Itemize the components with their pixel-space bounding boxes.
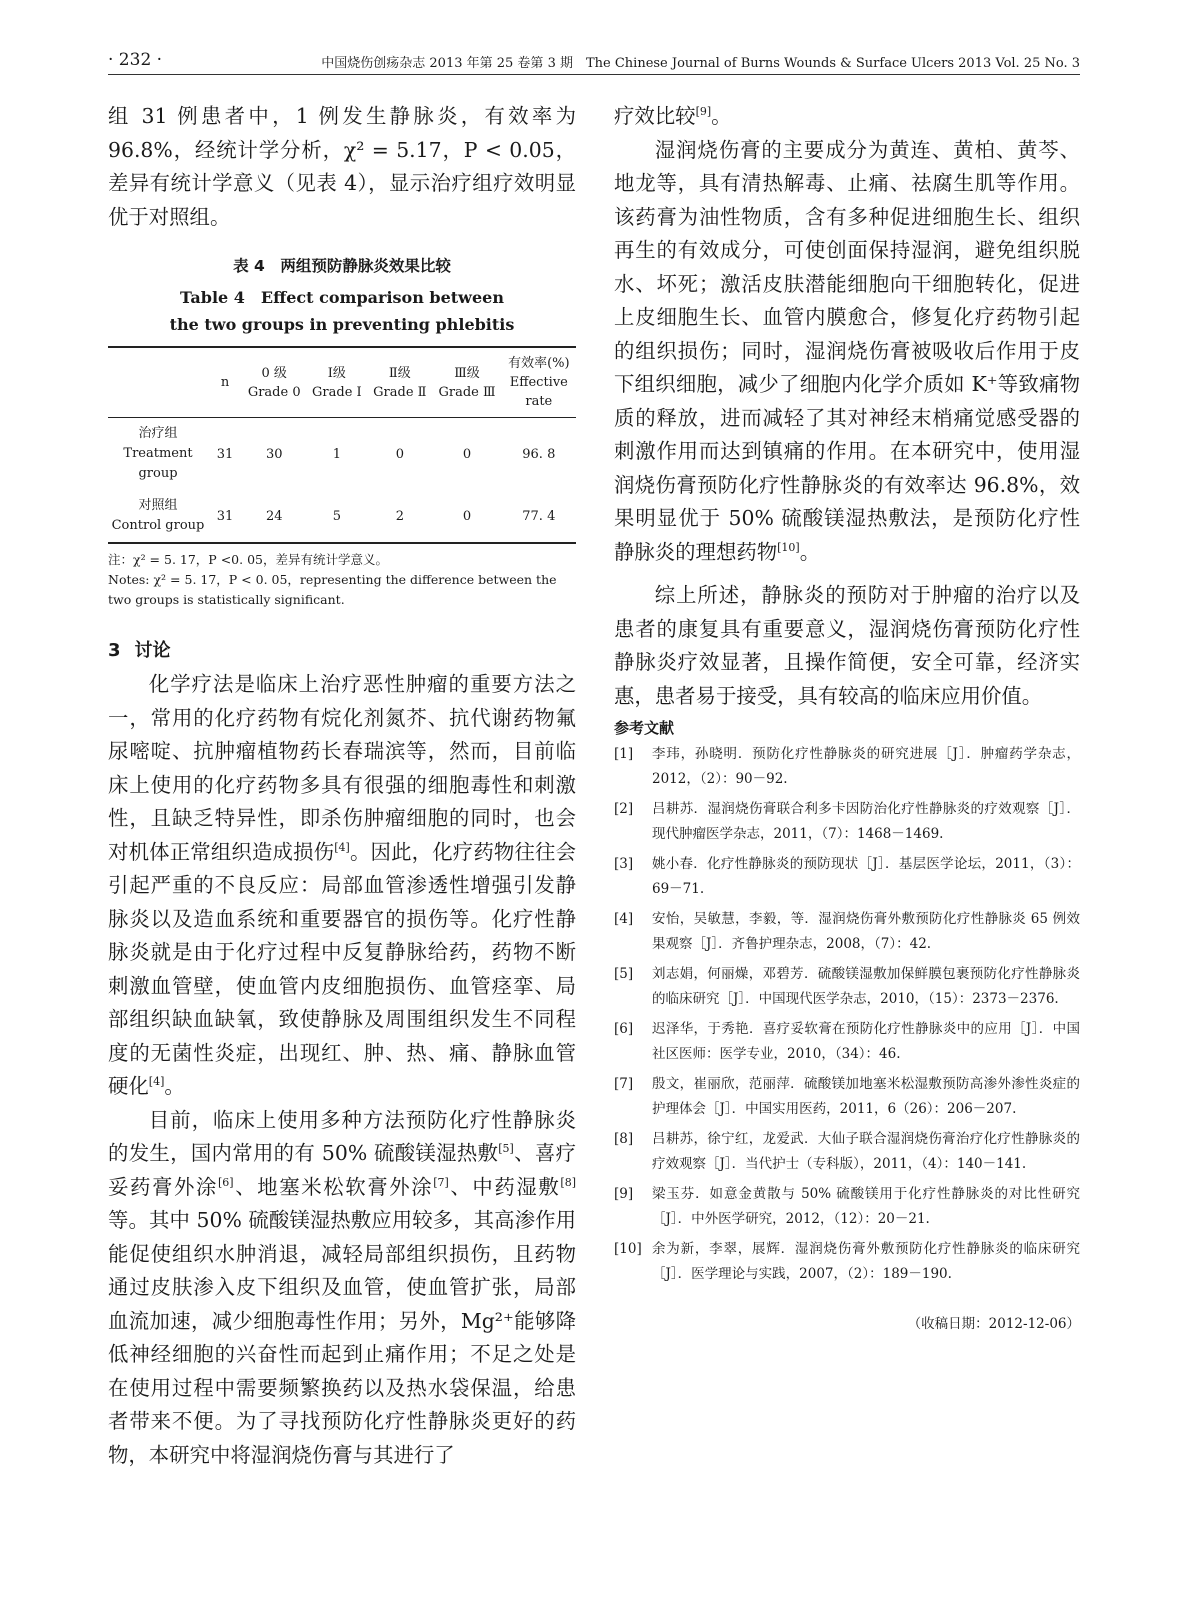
table-header-row bbox=[108, 347, 576, 418]
text: 。 bbox=[164, 1074, 185, 1098]
reference-number: [6] bbox=[614, 1021, 634, 1037]
cell-grade0: 30 bbox=[265, 446, 283, 462]
th-grade1-en: Grade Ⅰ bbox=[312, 384, 362, 400]
reference-item bbox=[614, 852, 1080, 901]
cell-n: 31 bbox=[216, 508, 234, 524]
results-paragraph: 组 31 例患者中，1 例发生静脉炎，有效率为 96.8%，经统计学分析，χ² = 5.17，P < 0.05，差异有统计学意义（见表 4），显示治疗组疗效明显优于对照组。 bbox=[108, 104, 576, 229]
table-notes bbox=[108, 550, 576, 610]
table-caption-en bbox=[108, 284, 576, 338]
th-grade0 bbox=[242, 347, 306, 418]
th-grade1 bbox=[306, 347, 367, 418]
received-date: （收稿日期：2012-12-06） bbox=[907, 1316, 1080, 1332]
th-eff-en1: Effective bbox=[509, 375, 568, 390]
discussion-paragraph-1 bbox=[108, 668, 576, 1104]
citation: [4] bbox=[148, 1075, 165, 1088]
continued-paragraph bbox=[614, 100, 1080, 134]
reference-number: [7] bbox=[614, 1076, 634, 1092]
cell-group bbox=[108, 490, 208, 543]
th-grade3-zh: Ⅲ级 bbox=[454, 365, 480, 381]
table-caption-zh: 表 4 两组预防静脉炎效果比较 bbox=[233, 257, 451, 275]
note-zh: 注：χ² = 5. 17，P <0. 05，差异有统计学意义。 bbox=[108, 552, 388, 567]
cell-grade3: 0 bbox=[462, 446, 472, 462]
discussion-paragraph-3 bbox=[614, 134, 1080, 570]
page-number: · 232 · bbox=[108, 50, 163, 70]
reference-text: 梁玉芬．如意金黄散与 50% 硫酸镁用于化疗性静脉炎的对比性研究［J］．中外医学研究，2012，（12）：20－21. bbox=[652, 1186, 1080, 1227]
right-column bbox=[614, 100, 1080, 1332]
th-eff-zh: 有效率(%) bbox=[508, 356, 570, 371]
th-grade2 bbox=[367, 347, 432, 418]
section-number: 3 bbox=[108, 640, 121, 661]
reference-text: 吕耕苏，徐宁红，龙爱武．大仙子联合湿润烧伤膏治疗化疗性静脉炎的疗效观察［J］．当代护士（专科版），2011，（4）：140－141. bbox=[652, 1131, 1080, 1172]
reference-item bbox=[614, 907, 1080, 956]
group-zh: 对照组 bbox=[138, 498, 178, 513]
reference-item bbox=[614, 962, 1080, 1011]
text: 、喜疗妥药膏外涂 bbox=[108, 1141, 576, 1199]
cell-grade1: 1 bbox=[332, 446, 341, 462]
th-grade0-en: Grade 0 bbox=[247, 384, 301, 400]
th-grade2-en: Grade Ⅱ bbox=[373, 384, 427, 400]
th-eff-en2: rate bbox=[525, 394, 553, 409]
th-grade1-zh: Ⅰ级 bbox=[327, 365, 346, 381]
th-grade3-en: Grade Ⅲ bbox=[438, 384, 496, 400]
th-grade3 bbox=[432, 347, 501, 418]
phlebitis-table bbox=[108, 346, 576, 544]
section-title: 讨论 bbox=[134, 640, 171, 661]
text: 、中药湿敷 bbox=[448, 1174, 561, 1199]
citation: [8] bbox=[560, 1175, 576, 1189]
reference-text: 李玮，孙晓明．预防化疗性静脉炎的研究进展［J］．肿瘤药学杂志，2012，（2）：90－92. bbox=[652, 746, 1080, 787]
cell-group bbox=[108, 418, 208, 491]
text: 。 bbox=[711, 104, 732, 128]
table-caption-en-line2: the two groups in preventing phlebitis bbox=[169, 315, 515, 334]
cell-grade2: 0 bbox=[395, 446, 404, 462]
citation: [4] bbox=[334, 840, 350, 854]
reference-number: [3] bbox=[614, 856, 634, 872]
reference-item bbox=[614, 1237, 1080, 1286]
th-grade0-zh: 0 级 bbox=[261, 365, 287, 381]
group-en1: Control group bbox=[111, 518, 205, 533]
running-header bbox=[108, 48, 1080, 75]
reference-item bbox=[614, 742, 1080, 791]
reference-number: [2] bbox=[614, 801, 634, 817]
discussion-paragraph-2 bbox=[108, 1104, 576, 1473]
group-zh: 治疗组 bbox=[138, 426, 178, 441]
cell-grade1: 5 bbox=[332, 508, 341, 524]
references-heading: 参考文献 bbox=[614, 719, 675, 737]
citation: [6] bbox=[218, 1175, 234, 1189]
text: 。因此，化疗药物往往会引起严重的不良反应：局部血管渗透性增强引发静脉炎以及造血系统和重要器官的损伤等。化疗性静脉炎就是由于化疗过程中反复静脉给药，药物不断刺激血管壁，使血管内皮细胞损伤、血管痉挛、局部组织缺血缺氧，致使静脉及周围组织发生不同程度的无菌性炎症，出现红、肿、热、痛、静脉血管硬化 bbox=[108, 839, 576, 1098]
reference-text: 安怡，吴敏慧，李毅，等．湿润烧伤膏外敷预防化疗性静脉炎 65 例效果观察［J］．齐鲁护理杂志，2008，（7）：42. bbox=[652, 911, 1080, 952]
citation: [7] bbox=[433, 1175, 449, 1189]
section-heading bbox=[108, 636, 576, 662]
th-group bbox=[108, 347, 208, 418]
table-row bbox=[108, 418, 576, 491]
reference-item bbox=[614, 1072, 1080, 1121]
text: 湿润烧伤膏的主要成分为黄连、黄柏、黄芩、地龙等，具有清热解毒、止痛、祛腐生肌等作用。该药膏为油性物质，含有多种促进细胞生长、组织再生的有效成分，可使创面保持湿润，避免组织脱水、坏死；激活皮肤潜能细胞向干细胞转化，促进上皮细胞生长、血管内膜愈合，修复化疗药物引起的组织损伤；同时，湿润烧伤膏被吸收后作用于皮下组织细胞，减少了细胞内化学介质如 K⁺等致痛物质的释放，进而减轻了其对神经末梢痛觉感受器的刺激作用而达到镇痛的作用。在本研究中，使用湿润烧伤膏预防化疗性静脉炎的有效率达 96.8%，效果明显优于 50% 硫酸镁湿热敷法，是预防化疗性静脉炎的理想药物 bbox=[614, 137, 1080, 564]
conclusion-paragraph: 综上所述，静脉炎的预防对于肿瘤的治疗以及患者的康复具有重要意义，湿润烧伤膏预防化疗性静脉炎疗效显著，且操作简便，安全可靠，经济实惠，患者易于接受，具有较高的临床应用价值。 bbox=[614, 583, 1080, 708]
reference-number: [8] bbox=[614, 1131, 634, 1147]
text: 。 bbox=[799, 539, 821, 564]
left-column bbox=[108, 100, 576, 1472]
cell-rate: 96. 8 bbox=[522, 446, 556, 462]
group-en1: Treatment bbox=[123, 446, 193, 461]
cell-grade3: 0 bbox=[462, 508, 472, 524]
reference-item bbox=[614, 1017, 1080, 1066]
reference-item bbox=[614, 1127, 1080, 1176]
reference-item bbox=[614, 1182, 1080, 1231]
reference-text: 刘志娟，何丽燥，邓碧芳．硫酸镁湿敷加保鲜膜包裹预防化疗性静脉炎的临床研究［J］．中国现代医学杂志，2010，（15）：2373－2376. bbox=[652, 966, 1080, 1007]
references-list bbox=[614, 742, 1080, 1286]
reference-item bbox=[614, 797, 1080, 846]
text: 目前，临床上使用多种方法预防化疗性静脉炎的发生，国内常用的有 50% 硫酸镁湿热敷 bbox=[108, 1107, 576, 1165]
cell-rate: 77. 4 bbox=[522, 508, 556, 524]
reference-text: 吕耕苏．湿润烧伤膏联合利多卡因防治化疗性静脉炎的疗效观察［J］．现代肿瘤医学杂志，2011，（7）：1468－1469. bbox=[652, 801, 1080, 842]
reference-number: [10] bbox=[614, 1241, 642, 1257]
note-en: Notes: χ² = 5. 17，P < 0. 05，representing the difference between the two groups is statistically significant. bbox=[108, 572, 557, 607]
th-grade2-zh: Ⅱ级 bbox=[388, 365, 411, 381]
reference-number: [5] bbox=[614, 966, 634, 982]
reference-text: 余为新，李翠，展辉．湿润烧伤膏外敷预防化疗性静脉炎的临床研究［J］．医学理论与实践，2007，（2）：189－190. bbox=[652, 1241, 1080, 1282]
text: 化学疗法是临床上治疗恶性肿瘤的重要方法之一，常用的化疗药物有烷化剂氮芥、抗代谢药物氟尿嘧啶、抗肿瘤植物药长春瑞滨等，然而，目前临床上使用的化疗药物多具有很强的细胞毒性和刺激性，且缺乏特异性，即杀伤肿瘤细胞的同时，也会对机体正常组织造成损伤 bbox=[108, 672, 576, 864]
group-en2: group bbox=[138, 466, 178, 481]
table-caption-en-line1: Table 4 Effect comparison between bbox=[180, 288, 504, 307]
th-effective-rate bbox=[502, 347, 576, 418]
citation: [5] bbox=[498, 1142, 514, 1155]
reference-number: [4] bbox=[614, 911, 634, 927]
cell-n: 31 bbox=[216, 446, 234, 462]
cell-grade2: 2 bbox=[395, 508, 404, 524]
journal-title: 中国烧伤创疡杂志 2013 年第 25 卷第 3 期 The Chinese Journal of Burns Wounds & Surface Ulcers 2013 Vol. 25 No. 3 bbox=[321, 56, 1080, 71]
citation: [9] bbox=[695, 105, 712, 118]
reference-text: 殷文，崔丽欣，范丽萍．硫酸镁加地塞米松湿敷预防高渗外渗性炎症的护理体会［J］．中国实用医药，2011，6（26）：206－207. bbox=[652, 1076, 1080, 1117]
table-row bbox=[108, 490, 576, 543]
reference-number: [1] bbox=[614, 746, 634, 762]
reference-text: 迟泽华，于秀艳．喜疗妥软膏在预防化疗性静脉炎中的应用［J］．中国社区医师：医学专业，2010，（34）：46. bbox=[652, 1021, 1080, 1062]
text: 、地塞米松软膏外涂 bbox=[233, 1174, 434, 1199]
reference-text: 姚小春．化疗性静脉炎的预防现状［J］．基层医学论坛，2011，（3）：69－71. bbox=[652, 856, 1080, 897]
reference-number: [9] bbox=[614, 1186, 634, 1202]
text: 疗效比较 bbox=[614, 104, 696, 128]
citation: [10] bbox=[777, 540, 800, 554]
th-n: n bbox=[220, 375, 230, 390]
text: 等。其中 50% 硫酸镁湿热敷应用较多，其高渗作用能促使组织水肿消退，减轻局部组织损伤，且药物通过皮肤渗入皮下组织及血管，使血管扩张，局部血流加速，减少细胞毒性作用；另外，Mg²⁺能够降低神经细胞的兴奋性而起到止痛作用；不足之处是在使用过程中需要频繁换药以及热水袋保温，给患者带来不便。为了寻找预防化疗性静脉炎更好的药物，本研究中将湿润烧伤膏与其进行了 bbox=[108, 1208, 576, 1467]
cell-grade0: 24 bbox=[265, 508, 283, 524]
